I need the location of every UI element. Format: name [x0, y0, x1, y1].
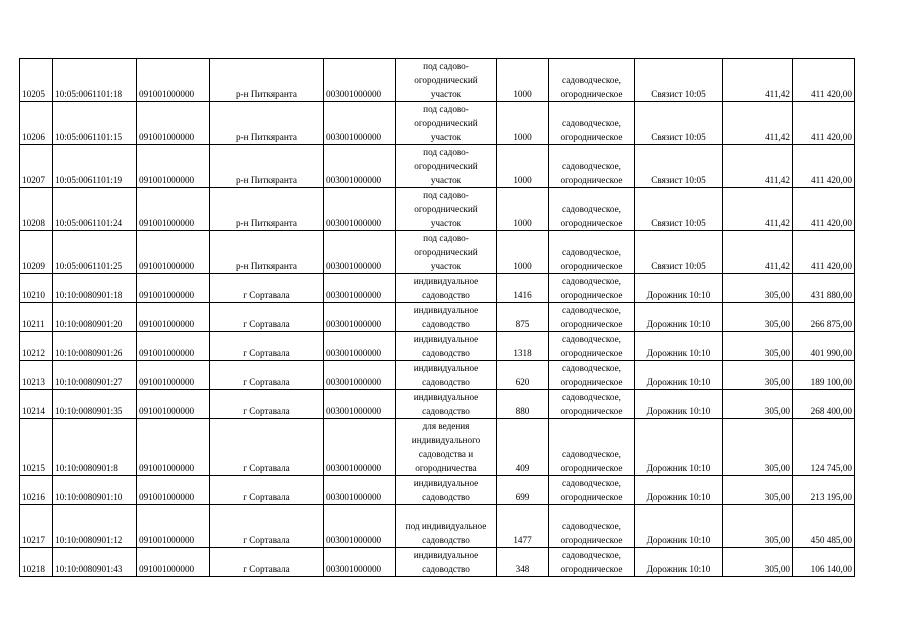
okato-code-cell: 091001000000	[137, 361, 210, 390]
permitted-use-cell	[396, 548, 497, 577]
permitted-use-line: огороднический	[414, 204, 478, 214]
locality-cell: р-н Питкяранта	[210, 231, 324, 274]
permitted-use-line: индивидуальное	[413, 363, 479, 373]
permitted-use-line: под садово-	[423, 61, 469, 71]
valuation-group-cell: Связист 10:05	[635, 102, 723, 145]
locality-cell: г Сортавала	[210, 505, 324, 548]
table-row	[20, 505, 855, 548]
permitted-use-line: садоводство	[422, 406, 470, 416]
permitted-use-line: садоводство	[422, 290, 470, 300]
specific-value-cell: 305,00	[723, 361, 793, 390]
locality-cell: г Сортавала	[210, 303, 324, 332]
permitted-use-cell	[396, 231, 497, 274]
cadastral-number-cell: 10:05:0061101:18	[53, 59, 137, 102]
locality-cell: г Сортавала	[210, 332, 324, 361]
permitted-use-line: для ведения	[422, 421, 470, 431]
locality-cell: р-н Питкяранта	[210, 188, 324, 231]
table-row	[20, 59, 855, 102]
valuation-group-cell: Связист 10:05	[635, 231, 723, 274]
okato-code-cell: 091001000000	[137, 303, 210, 332]
land-category-line: садоводческое,	[562, 478, 621, 488]
permitted-use-line: садоводства и	[418, 449, 474, 459]
row-index-cell: 10214	[20, 390, 53, 419]
cadastral-number-cell: 10:05:0061101:25	[53, 231, 137, 274]
cadastral-number-cell: 10:10:0080901:43	[53, 548, 137, 577]
cadastral-value-cell: 106 140,00	[793, 548, 855, 577]
row-index-cell: 10210	[20, 274, 53, 303]
okato-code-cell: 091001000000	[137, 390, 210, 419]
permitted-use-line: огороднический	[414, 75, 478, 85]
land-category-line: садоводческое,	[562, 161, 621, 171]
oktmo-code-cell: 003001000000	[324, 505, 396, 548]
oktmo-code-cell: 003001000000	[324, 476, 396, 505]
permitted-use-cell	[396, 476, 497, 505]
oktmo-code-cell: 003001000000	[324, 548, 396, 577]
area-cell: 1477	[497, 505, 549, 548]
table-row	[20, 231, 855, 274]
row-index-cell: 10211	[20, 303, 53, 332]
land-category-cell	[549, 419, 635, 476]
land-category-cell	[549, 332, 635, 361]
table-row	[20, 102, 855, 145]
cadastral-value-cell: 411 420,00	[793, 102, 855, 145]
row-index-cell: 10215	[20, 419, 53, 476]
land-category-line: садоводческое,	[562, 550, 621, 560]
land-category-line: огородническое	[560, 564, 623, 574]
permitted-use-line: индивидуальное	[413, 392, 479, 402]
locality-cell: р-н Питкяранта	[210, 145, 324, 188]
permitted-use-cell	[396, 274, 497, 303]
okato-code-cell: 091001000000	[137, 102, 210, 145]
area-cell: 1000	[497, 188, 549, 231]
permitted-use-cell	[396, 332, 497, 361]
row-index-cell: 10205	[20, 59, 53, 102]
land-category-line: огородническое	[560, 319, 623, 329]
cadastral-number-cell: 10:10:0080901:8	[53, 419, 137, 476]
land-category-cell	[549, 476, 635, 505]
permitted-use-line: под садово-	[423, 190, 469, 200]
cadastral-number-cell: 10:05:0061101:19	[53, 145, 137, 188]
cadastral-number-cell: 10:10:0080901:10	[53, 476, 137, 505]
specific-value-cell: 305,00	[723, 390, 793, 419]
table-row	[20, 361, 855, 390]
permitted-use-line: индивидуальное	[413, 305, 479, 315]
land-category-line: садоводческое,	[562, 276, 621, 286]
land-category-line: огородническое	[560, 463, 623, 473]
okato-code-cell: 091001000000	[137, 59, 210, 102]
permitted-use-cell	[396, 419, 497, 476]
cadastral-number-cell: 10:10:0080901:27	[53, 361, 137, 390]
land-category-cell	[549, 505, 635, 548]
table-row	[20, 390, 855, 419]
permitted-use-line: огороднический	[414, 118, 478, 128]
area-cell: 1000	[497, 102, 549, 145]
okato-code-cell: 091001000000	[137, 231, 210, 274]
specific-value-cell: 411,42	[723, 188, 793, 231]
permitted-use-line: под садово-	[423, 233, 469, 243]
permitted-use-line: участок	[430, 175, 462, 185]
specific-value-cell: 305,00	[723, 548, 793, 577]
permitted-use-cell	[396, 390, 497, 419]
area-cell: 699	[497, 476, 549, 505]
oktmo-code-cell: 003001000000	[324, 145, 396, 188]
locality-cell: г Сортавала	[210, 476, 324, 505]
cadastral-value-cell: 411 420,00	[793, 231, 855, 274]
table-row	[20, 274, 855, 303]
permitted-use-line: под садово-	[423, 147, 469, 157]
permitted-use-line: под индивидуальное	[405, 521, 487, 531]
area-cell: 409	[497, 419, 549, 476]
valuation-group-cell: Дорожник 10:10	[635, 548, 723, 577]
permitted-use-line: садоводство	[422, 564, 470, 574]
area-cell: 620	[497, 361, 549, 390]
cadastral-number-cell: 10:05:0061101:24	[53, 188, 137, 231]
valuation-group-cell: Дорожник 10:10	[635, 390, 723, 419]
land-category-line: огородническое	[560, 535, 623, 545]
land-category-cell	[549, 390, 635, 419]
table-row	[20, 548, 855, 577]
area-cell: 1000	[497, 145, 549, 188]
locality-cell: г Сортавала	[210, 390, 324, 419]
table-row	[20, 188, 855, 231]
permitted-use-cell	[396, 102, 497, 145]
permitted-use-line: садоводство	[422, 492, 470, 502]
cadastral-number-cell: 10:10:0080901:12	[53, 505, 137, 548]
land-category-cell	[549, 102, 635, 145]
valuation-group-cell: Дорожник 10:10	[635, 274, 723, 303]
valuation-group-cell: Дорожник 10:10	[635, 332, 723, 361]
permitted-use-line: участок	[430, 89, 462, 99]
land-category-cell	[549, 303, 635, 332]
table-row	[20, 303, 855, 332]
permitted-use-cell	[396, 303, 497, 332]
okato-code-cell: 091001000000	[137, 505, 210, 548]
cadastral-value-cell: 411 420,00	[793, 188, 855, 231]
land-category-line: огородническое	[560, 348, 623, 358]
cadastral-number-cell: 10:10:0080901:20	[53, 303, 137, 332]
area-cell: 348	[497, 548, 549, 577]
land-category-cell	[549, 548, 635, 577]
row-index-cell: 10216	[20, 476, 53, 505]
valuation-group-cell: Дорожник 10:10	[635, 505, 723, 548]
land-category-line: огородническое	[560, 261, 623, 271]
area-cell: 1000	[497, 59, 549, 102]
permitted-use-line: индивидуального	[411, 435, 481, 445]
oktmo-code-cell: 003001000000	[324, 361, 396, 390]
locality-cell: г Сортавала	[210, 548, 324, 577]
okato-code-cell: 091001000000	[137, 274, 210, 303]
permitted-use-line: огородничества	[415, 463, 477, 473]
permitted-use-cell	[396, 145, 497, 188]
oktmo-code-cell: 003001000000	[324, 419, 396, 476]
locality-cell: р-н Питкяранта	[210, 59, 324, 102]
permitted-use-line: индивидуальное	[413, 478, 479, 488]
permitted-use-line: участок	[430, 132, 462, 142]
okato-code-cell: 091001000000	[137, 332, 210, 361]
cadastral-value-cell: 266 875,00	[793, 303, 855, 332]
oktmo-code-cell: 003001000000	[324, 332, 396, 361]
row-index-cell: 10217	[20, 505, 53, 548]
permitted-use-line: садоводство	[422, 377, 470, 387]
permitted-use-line: огороднический	[414, 161, 478, 171]
land-category-line: садоводческое,	[562, 449, 621, 459]
cadastral-value-cell: 213 195,00	[793, 476, 855, 505]
okato-code-cell: 091001000000	[137, 145, 210, 188]
specific-value-cell: 411,42	[723, 102, 793, 145]
permitted-use-line: садоводство	[422, 348, 470, 358]
land-plots-table	[19, 58, 855, 577]
land-category-line: огородническое	[560, 290, 623, 300]
land-category-line: огородническое	[560, 377, 623, 387]
land-category-line: огородническое	[560, 89, 623, 99]
oktmo-code-cell: 003001000000	[324, 188, 396, 231]
land-category-line: садоводческое,	[562, 204, 621, 214]
table-row	[20, 476, 855, 505]
specific-value-cell: 411,42	[723, 231, 793, 274]
permitted-use-line: садоводство	[422, 535, 470, 545]
land-category-cell	[549, 231, 635, 274]
cadastral-number-cell: 10:10:0080901:26	[53, 332, 137, 361]
area-cell: 1318	[497, 332, 549, 361]
okato-code-cell: 091001000000	[137, 419, 210, 476]
permitted-use-cell	[396, 505, 497, 548]
permitted-use-line: под садово-	[423, 104, 469, 114]
land-category-line: огородническое	[560, 218, 623, 228]
row-index-cell: 10212	[20, 332, 53, 361]
valuation-group-cell: Связист 10:05	[635, 145, 723, 188]
land-category-line: огородническое	[560, 492, 623, 502]
row-index-cell: 10208	[20, 188, 53, 231]
row-index-cell: 10218	[20, 548, 53, 577]
table-row	[20, 145, 855, 188]
cadastral-value-cell: 268 400,00	[793, 390, 855, 419]
land-category-line: садоводческое,	[562, 75, 621, 85]
land-category-cell	[549, 361, 635, 390]
okato-code-cell: 091001000000	[137, 548, 210, 577]
okato-code-cell: 091001000000	[137, 476, 210, 505]
area-cell: 880	[497, 390, 549, 419]
specific-value-cell: 305,00	[723, 505, 793, 548]
specific-value-cell: 305,00	[723, 332, 793, 361]
permitted-use-cell	[396, 361, 497, 390]
land-category-line: садоводческое,	[562, 334, 621, 344]
cadastral-value-cell: 431 880,00	[793, 274, 855, 303]
land-category-cell	[549, 59, 635, 102]
land-category-line: садоводческое,	[562, 118, 621, 128]
row-index-cell: 10209	[20, 231, 53, 274]
oktmo-code-cell: 003001000000	[324, 59, 396, 102]
land-category-line: огородническое	[560, 175, 623, 185]
locality-cell: г Сортавала	[210, 274, 324, 303]
permitted-use-line: индивидуальное	[413, 334, 479, 344]
locality-cell: р-н Питкяранта	[210, 102, 324, 145]
cadastral-value-cell: 411 420,00	[793, 145, 855, 188]
table-row	[20, 419, 855, 476]
locality-cell: г Сортавала	[210, 361, 324, 390]
valuation-group-cell: Дорожник 10:10	[635, 419, 723, 476]
land-category-cell	[549, 188, 635, 231]
land-category-line: садоводческое,	[562, 521, 621, 531]
oktmo-code-cell: 003001000000	[324, 231, 396, 274]
specific-value-cell: 411,42	[723, 145, 793, 188]
oktmo-code-cell: 003001000000	[324, 303, 396, 332]
cadastral-value-cell: 124 745,00	[793, 419, 855, 476]
specific-value-cell: 411,42	[723, 59, 793, 102]
specific-value-cell: 305,00	[723, 274, 793, 303]
row-index-cell: 10213	[20, 361, 53, 390]
permitted-use-cell	[396, 188, 497, 231]
valuation-group-cell: Дорожник 10:10	[635, 361, 723, 390]
table-row	[20, 332, 855, 361]
row-index-cell: 10207	[20, 145, 53, 188]
permitted-use-line: участок	[430, 218, 462, 228]
area-cell: 1000	[497, 231, 549, 274]
area-cell: 1416	[497, 274, 549, 303]
okato-code-cell: 091001000000	[137, 188, 210, 231]
row-index-cell: 10206	[20, 102, 53, 145]
land-category-line: огородническое	[560, 406, 623, 416]
land-category-line: садоводческое,	[562, 363, 621, 373]
cadastral-value-cell: 189 100,00	[793, 361, 855, 390]
permitted-use-line: огороднический	[414, 247, 478, 257]
specific-value-cell: 305,00	[723, 476, 793, 505]
permitted-use-line: садоводство	[422, 319, 470, 329]
permitted-use-line: индивидуальное	[413, 550, 479, 560]
land-category-line: садоводческое,	[562, 305, 621, 315]
land-category-cell	[549, 145, 635, 188]
specific-value-cell: 305,00	[723, 419, 793, 476]
land-category-line: садоводческое,	[562, 247, 621, 257]
oktmo-code-cell: 003001000000	[324, 390, 396, 419]
valuation-group-cell: Дорожник 10:10	[635, 303, 723, 332]
cadastral-value-cell: 411 420,00	[793, 59, 855, 102]
land-category-line: садоводческое,	[562, 392, 621, 402]
locality-cell: г Сортавала	[210, 419, 324, 476]
permitted-use-cell	[396, 59, 497, 102]
valuation-group-cell: Дорожник 10:10	[635, 476, 723, 505]
land-category-line: огородническое	[560, 132, 623, 142]
permitted-use-line: участок	[430, 261, 462, 271]
cadastral-number-cell: 10:10:0080901:35	[53, 390, 137, 419]
valuation-group-cell: Связист 10:05	[635, 188, 723, 231]
cadastral-value-cell: 401 990,00	[793, 332, 855, 361]
permitted-use-line: индивидуальное	[413, 276, 479, 286]
valuation-group-cell: Связист 10:05	[635, 59, 723, 102]
cadastral-number-cell: 10:05:0061101:15	[53, 102, 137, 145]
land-category-cell	[549, 274, 635, 303]
cadastral-number-cell: 10:10:0080901:18	[53, 274, 137, 303]
oktmo-code-cell: 003001000000	[324, 274, 396, 303]
specific-value-cell: 305,00	[723, 303, 793, 332]
oktmo-code-cell: 003001000000	[324, 102, 396, 145]
area-cell: 875	[497, 303, 549, 332]
cadastral-value-cell: 450 485,00	[793, 505, 855, 548]
